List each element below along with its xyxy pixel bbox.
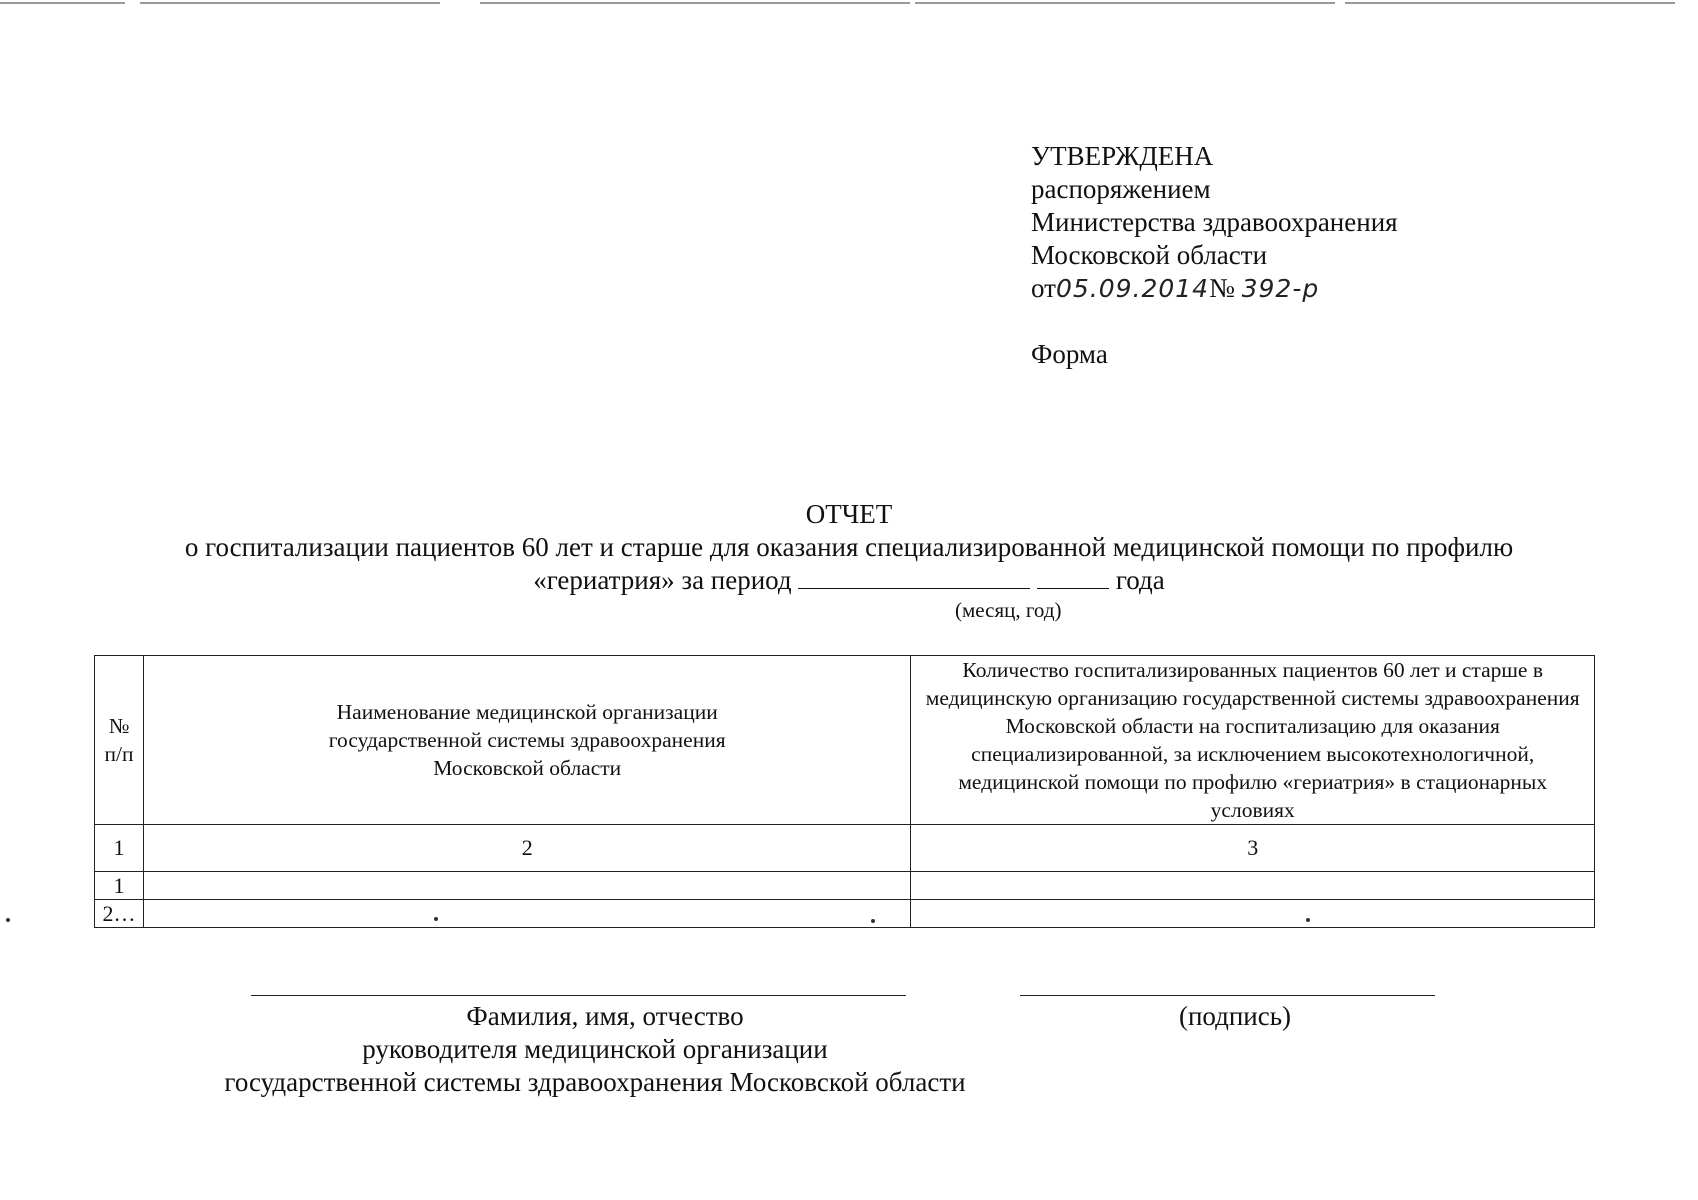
- row-name-cell[interactable]: [143, 900, 910, 928]
- approval-date-line: [1031, 272, 1398, 305]
- approval-line-3: Московской области: [1031, 240, 1268, 270]
- scan-artifact: [1345, 2, 1675, 4]
- header-count: Количество госпитализированных пациентов 60 лет и старше в медицинскую организацию государственной системы здравоохранения Московской области на госпитализацию для оказания специализированной, за исключением высокотехнологичной, медицинской помощи по профилю «гериатрия» в стационарных условиях: [911, 656, 1595, 825]
- row-name-cell[interactable]: [143, 872, 910, 900]
- period-prefix: «гериатрия» за период: [533, 565, 792, 595]
- row-num: 1: [95, 872, 144, 900]
- approval-status: УТВЕРЖДЕНА: [1031, 141, 1214, 171]
- date-prefix: от: [1031, 273, 1056, 303]
- sign-caption: (подпись): [1178, 1001, 1292, 1031]
- approval-line-1: распоряжением: [1031, 174, 1211, 204]
- report-title: ОТЧЕТ: [805, 499, 893, 529]
- header-num: № п/п: [95, 656, 144, 825]
- name-caption: [150, 1000, 1040, 1099]
- name-caption-line-3: государственной системы здравоохранения Московской области: [224, 1067, 966, 1097]
- scan-artifact: [480, 2, 910, 4]
- column-number: 1: [95, 825, 144, 872]
- name-caption-line-2: руководителя медицинской организации: [362, 1034, 828, 1064]
- scan-speck: [1306, 918, 1310, 922]
- handwritten-number: 392-р: [1241, 274, 1320, 303]
- header-name: [143, 656, 910, 825]
- row-num: 2…: [95, 900, 144, 928]
- report-title-block: [0, 498, 1698, 597]
- table-row: [95, 900, 1595, 928]
- table-row: [95, 872, 1595, 900]
- report-table: [94, 655, 1595, 928]
- scan-speck: [6, 918, 10, 922]
- row-count-cell[interactable]: [911, 872, 1595, 900]
- header-name-text: Наименование медицинской организации государственной системы здравоохранения Московской области: [328, 700, 726, 780]
- period-month-blank[interactable]: [798, 566, 1030, 589]
- approval-block: [1031, 140, 1398, 371]
- name-caption-line-1: Фамилия, имя, отчество: [466, 1001, 744, 1031]
- column-number: 3: [911, 825, 1595, 872]
- scan-artifact: [915, 2, 1335, 4]
- handwritten-date: 05.09.2014: [1055, 274, 1210, 303]
- period-year-blank[interactable]: [1037, 566, 1109, 589]
- scan-speck: [871, 919, 875, 923]
- name-signature-line[interactable]: [251, 995, 906, 996]
- signature-line[interactable]: [1020, 995, 1435, 996]
- table-column-number-row: [95, 825, 1595, 872]
- column-number: 2: [143, 825, 910, 872]
- report-subtitle-line-2: [0, 564, 1698, 597]
- period-hint: (месяц, год): [955, 598, 1062, 622]
- form-label: Форма: [1031, 339, 1108, 369]
- scan-artifact: [0, 2, 125, 4]
- period-suffix: года: [1115, 565, 1165, 595]
- scan-speck: [434, 917, 438, 921]
- table-header-row: [95, 656, 1595, 825]
- number-prefix: №: [1209, 273, 1235, 303]
- approval-line-2: Министерства здравоохранения: [1031, 207, 1398, 237]
- report-subtitle-line-1: о госпитализации пациентов 60 лет и старше для оказания специализированной медицинской помощи по профилю: [184, 532, 1514, 562]
- row-count-cell[interactable]: [911, 900, 1595, 928]
- scan-artifact: [140, 2, 440, 4]
